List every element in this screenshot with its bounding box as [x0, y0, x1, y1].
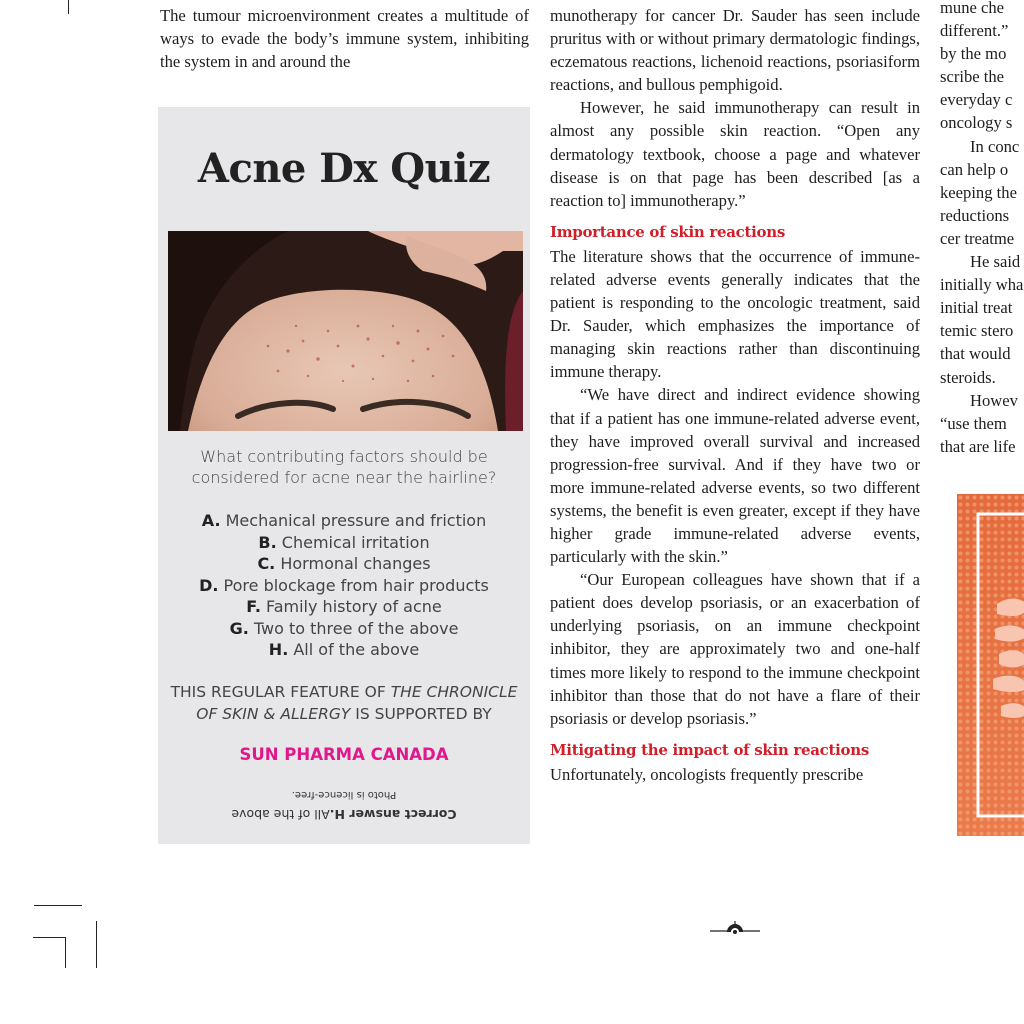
section-heading: Importance of skin reactions	[550, 222, 785, 241]
body-paragraph: munotherapy for cancer Dr. Sauder has seen include pruritus with or without primary dermatologic findings, eczematous reactions, lichenoid reactions, psoriasiform reactions, and bullous pemphigoid.	[550, 6, 920, 95]
acne-quiz-panel	[158, 107, 530, 844]
text-line: mune che	[940, 0, 1005, 17]
quiz-option: H. All of the above	[268, 640, 420, 659]
text-line: keeping the	[940, 182, 1017, 202]
text-line: temic stero	[940, 321, 1014, 341]
sponsor-statement: THIS REGULAR FEATURE OF THE CHRONICLE OF SKIN & ALLERGY IS SUPPORTED BY	[170, 683, 518, 723]
decorative-orange-panel	[957, 494, 1024, 836]
forehead-photo-illustration	[168, 231, 523, 431]
text-line: cer treatme	[940, 228, 1015, 248]
forehead-acne-photo	[168, 231, 523, 431]
text-line: scribe the	[940, 67, 1005, 87]
body-paragraph: Unfortunately, oncologists frequently prescribe	[550, 764, 864, 784]
text-line: Howev	[970, 390, 1018, 410]
upside-down-answer	[158, 787, 530, 823]
halftone-pattern	[957, 494, 1024, 836]
text-line: that would	[940, 344, 1011, 364]
text-line: different.”	[940, 21, 1009, 41]
text-line: steroids.	[940, 367, 996, 387]
photo-credit: Photo is licence-free.	[291, 789, 397, 800]
body-paragraph: “Our European colleagues have shown that if a patient does develop psoriasis, or an exacerbation of underlying psoriasis, on an immune checkpoint inhibitor, they are approximately two and one-half times more likely to respond to the immune checkpoint inhibitor than those that do not have a flare of their psoriasis or develop psoriasis.”	[550, 570, 920, 728]
body-paragraph: The literature shows that the occurrence of immune-related adverse events generally indicates that the patient is responding to the oncologic treatment, said Dr. Sauder, which emphasizes the importance of managing skin reactions rather than discontinuing immune therapy.	[550, 246, 920, 382]
crop-mark	[33, 937, 66, 938]
text-line: initially wha	[940, 275, 1024, 295]
crop-mark	[65, 937, 66, 968]
correct-answer: Correct answer H.All of the above	[231, 807, 457, 822]
body-paragraph: However, he said immunotherapy can result in almost any possible skin reaction. “Open any dermatology textbook, choose a page and whatever disease is on that page has been described [as a reaction to] immunotherapy.”	[550, 98, 920, 210]
quiz-title: Acne Dx Quiz	[197, 145, 491, 192]
quiz-question: What contributing factors should be considered for acne near the hairline?	[191, 447, 497, 487]
section-heading: Mitigating the impact of skin reactions	[550, 740, 869, 759]
article-column-2	[550, 4, 920, 786]
text-line: oncology s	[940, 113, 1013, 133]
quiz-option: D. Pore blockage from hair products	[199, 575, 489, 595]
text-line: everyday c	[940, 90, 1013, 110]
text-line: In conc	[970, 136, 1020, 156]
body-paragraph: The tumour microenvironment creates a multitude of ways to evade the body’s immune system, inhibiting the system in and around the	[160, 6, 529, 72]
quiz-option: B. Chemical irritation	[258, 532, 430, 552]
quiz-option: G. Two to three of the above	[229, 618, 459, 638]
crop-mark	[68, 0, 69, 14]
text-line: by the mo	[940, 44, 1007, 64]
text-line: “use them	[940, 413, 1007, 433]
article-column-1	[160, 4, 529, 73]
text-line: He said	[970, 252, 1021, 272]
quiz-option: F. Family history of acne	[246, 597, 442, 616]
quiz-option: A. Mechanical pressure and friction	[201, 511, 487, 530]
quiz-options	[158, 510, 530, 661]
crop-mark	[34, 905, 82, 906]
crop-mark	[96, 921, 97, 968]
text-line: that are life	[940, 436, 1016, 456]
page-ornament-icon	[708, 918, 762, 944]
body-paragraph: “We have direct and indirect evidence showing that if a patient has one immune-related adverse event, they have improved overall survival and increased progression-free survival. And if they have two or more immune-related adverse events, so two different systems, the benefit is even greater, except if they have higher grade immune-related adverse events, particularly with the skin.”	[550, 385, 920, 567]
text-line: can help o	[940, 159, 1009, 179]
publication-name: THE CHRONICLE OF SKIN & ALLERGY	[196, 683, 518, 723]
quiz-option: C. Hormonal changes	[257, 554, 431, 573]
article-column-3	[940, 0, 1024, 458]
text-line: reductions	[940, 205, 1010, 225]
text-line: initial treat	[940, 298, 1013, 318]
sponsor-name: SUN PHARMA CANADA	[239, 745, 449, 764]
